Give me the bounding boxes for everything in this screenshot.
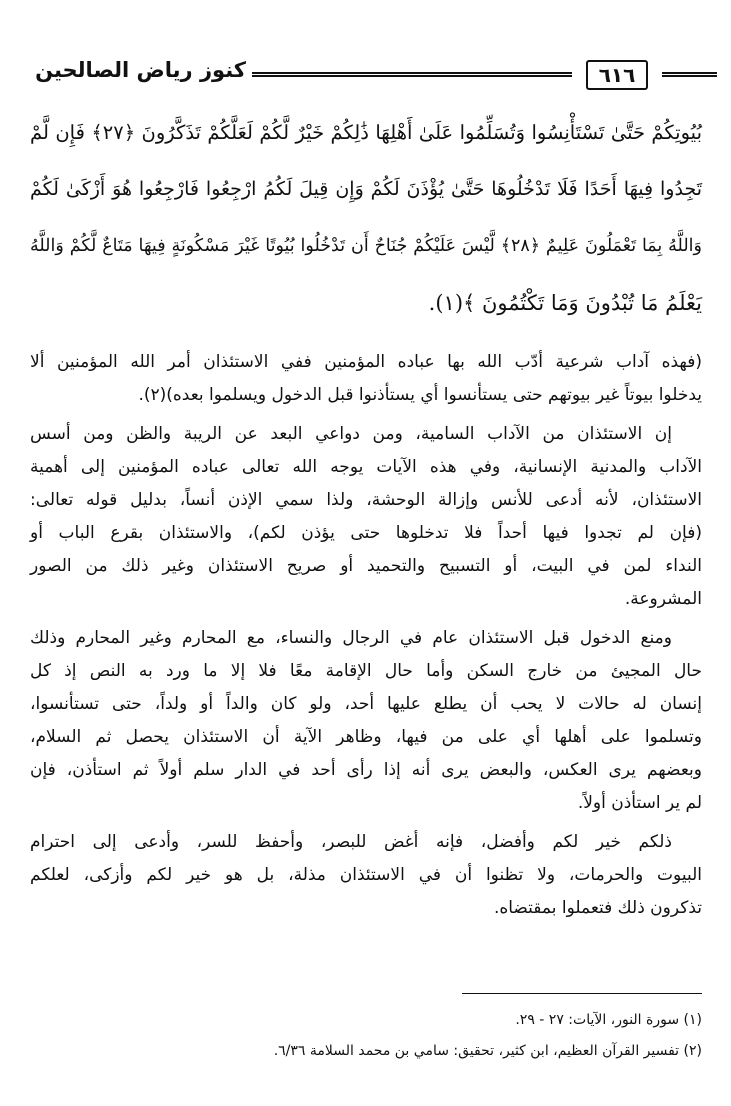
text-line: وتسلموا على أهلها أي على من فيها، وظاهر الآية أن الاستئذان يحصل ثم السلام، (30, 727, 702, 747)
paragraph-ibn-kathir-quote (30, 346, 702, 412)
quran-verses (30, 104, 702, 332)
page-content (30, 100, 702, 925)
page-number: ٦١٦ (586, 60, 648, 90)
text-line: (فإن لم تجدوا فيها أحداً فلا تدخلوها حتى يؤذن لكم)، والاستئذان بقرع الباب أو (30, 523, 702, 543)
text-line: إن الاستئذان من الآداب السامية، ومن دواعي البعد عن الريبة والظن ومن أسس (30, 424, 672, 444)
footnote-1: (١) سورة النور، الآيات: ٢٧ - ٢٩. (515, 1012, 702, 1028)
text-line: يدخلوا بيوتاً غير بيوتهم حتى يستأنسوا أي يستأذنوا قبل الدخول ويسلموا بعده)(٢). (138, 385, 702, 405)
text-line: إنسان له حالات لا يحب أن يطلع عليها أحد، ولو كان والداً أو ولداً، حتى تستأنسوا، (30, 694, 702, 714)
text-line: تذكرون ذلك فتعملوا بمقتضاه. (493, 898, 702, 918)
quran-line: يَعْلَمُ مَا تُبْدُونَ وَمَا تَكْتُمُونَ ﴾(١). (428, 291, 702, 315)
page-header (18, 58, 717, 98)
quran-line: وَاللَّهُ بِمَا تَعْمَلُونَ عَلِيمٌ ﴿٢٨﴾ لَّيْسَ عَلَيْكُمْ جُنَاحٌ أَن تَدْخُلُوا بُيُوتًا غَيْرَ مَسْكُونَةٍ فِيهَا مَتَاعٌ لَّكُمْ وَاللَّهُ (30, 236, 702, 256)
text-line: البيوت والحرمات، ولا تظنوا أن في الاستئذان مذلة، بل هو خير لكم وأزكى، لعلكم (30, 865, 702, 885)
quran-line: تَجِدُوا فِيهَا أَحَدًا فَلَا تَدْخُلُوهَا حَتَّىٰ يُؤْذَنَ لَكُمْ وَإِن قِيلَ لَكُمُ ارْجِعُوا فَارْجِعُوا هُوَ أَزْكَىٰ لَكُمْ (30, 178, 702, 200)
text-line: الاستئذان، لأنه أدعى للأنس وإزالة الوحشة، ولذا سمي الإذن أنساً، بدليل قوله تعالى: (30, 490, 702, 510)
book-title: كنوز رياض الصالحين (35, 58, 246, 82)
paragraph-istidhan (30, 418, 702, 616)
footnote-separator (462, 993, 702, 994)
text-line: وبعضهم يرى العكس، والبعض يرى أنه إذا رأى أحد في الدار سلم أولاً ثم استأذن، فإن (30, 760, 702, 780)
footnotes (30, 1005, 702, 1067)
text-line: ومنع الدخول قبل الاستئذان عام في الرجال والنساء، مع المحارم وغير المحارم وذلك (30, 628, 672, 648)
quran-line: بُيُوتِكُمْ حَتَّىٰ تَسْتَأْنِسُوا وَتُسَلِّمُوا عَلَىٰ أَهْلِهَا ذَٰلِكُمْ خَيْرٌ لَّكُمْ لَعَلَّكُمْ تَذَكَّرُونَ ﴿٢٧﴾ فَإِن لَّمْ (30, 121, 702, 144)
text-line: المشروعة. (624, 589, 702, 609)
text-line: ذلكم خير لكم وأفضل، فإنه أغض للبصر، وأحفظ للسر، وأدعى إلى احترام (30, 832, 672, 852)
footnote-2: (٢) تفسير القرآن العظيم، ابن كثير، تحقيق: سامي بن محمد السلامة ٦/٣٦. (273, 1043, 702, 1059)
paragraph-entry-rules (30, 622, 702, 820)
paragraph-conclusion (30, 826, 702, 925)
text-line: الآداب والمدنية الإنسانية، وفي هذه الآيات يوجه الله تعالى عباده المؤمنين إلى أهمية (30, 457, 702, 477)
text-line: النداء لمن في البيت، أو التسبيح والتحميد أو صريح الاستئذان وغير ذلك من الصور (30, 556, 702, 576)
text-line: (فهذه آداب شرعية أدّب الله بها عباده المؤمنين ففي الاستئذان أمر الله المؤمنين ألا (30, 352, 702, 372)
header-rule-left (662, 72, 717, 77)
text-line: حال المجيئ من خارج السكن وأما حال الإقامة معًا فلا إلا ما ورد به النص إذ كل (30, 661, 702, 681)
header-rule-right (252, 72, 572, 77)
text-line: لم ير استأذن أولاً. (577, 793, 702, 813)
